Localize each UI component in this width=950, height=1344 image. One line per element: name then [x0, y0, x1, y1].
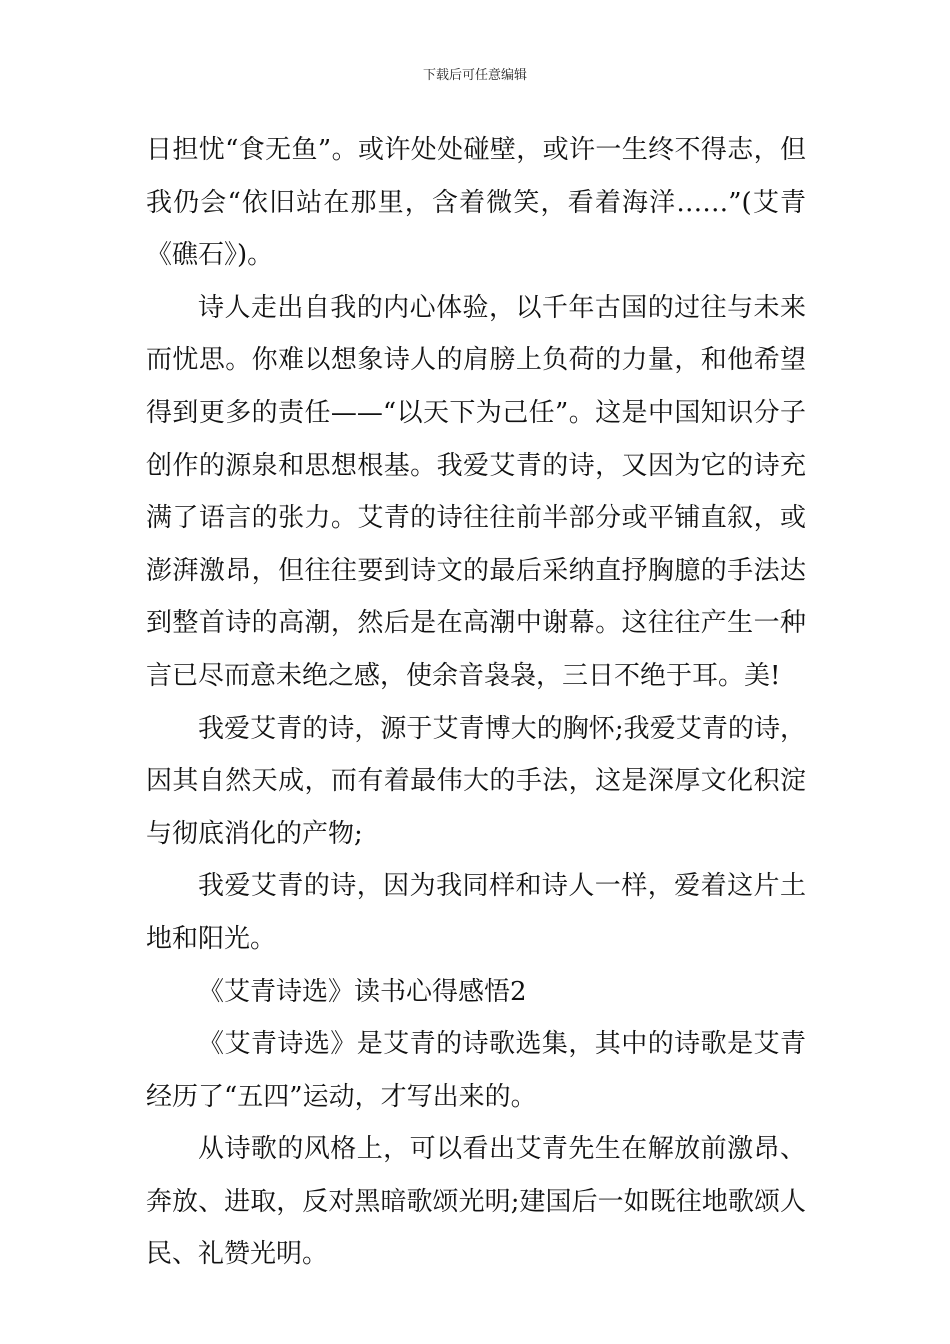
paragraph: 我爱艾青的诗，源于艾青博大的胸怀;我爱艾青的诗，因其自然天成，而有着最伟大的手法，这是深厚文化积淀与彻底消化的产物; — [146, 713, 806, 849]
page-header: 下载后可任意编辑 — [422, 68, 527, 83]
paragraph-continued: 日担忧“食无鱼”。或许处处碰壁，或许一生终不得志，但我仍会“依旧站在那里，含着微笑，看着海洋……”(艾青《礁石》)。 — [146, 135, 806, 271]
paragraph: 从诗歌的风格上，可以看出艾青先生在解放前激昂、奔放、进取，反对黑暗歌颂光明;建国后一如既往地歌颂人民、礼赞光明。 — [146, 1134, 806, 1270]
document-body — [146, 124, 806, 1281]
paragraph: 我爱艾青的诗，因为我同样和诗人一样，爱着这片土地和阳光。 — [146, 871, 806, 954]
section-title: 《艾青诗选》读书心得感悟2 — [198, 976, 527, 1007]
paragraph: 诗人走出自我的内心体验，以千年古国的过往与未来而忧思。你难以想象诗人的肩膀上负荷的力量，和他希望得到更多的责任——“以天下为己任”。这是中国知识分子创作的源泉和思想根基。我爱艾青的诗，又因为它的诗充满了语言的张力。艾青的诗往往前半部分或平铺直叙，或澎湃激昂，但往往要到诗文的最后采纳直抒胸臆的手法达到整首诗的高潮，然后是在高潮中谢幕。这往往产生一种言已尽而意未绝之感，使余音袅袅，三日不绝于耳。美! — [146, 292, 806, 691]
paragraph: 《艾青诗选》是艾青的诗歌选集，其中的诗歌是艾青经历了“五四”运动，才写出来的。 — [146, 1029, 806, 1112]
